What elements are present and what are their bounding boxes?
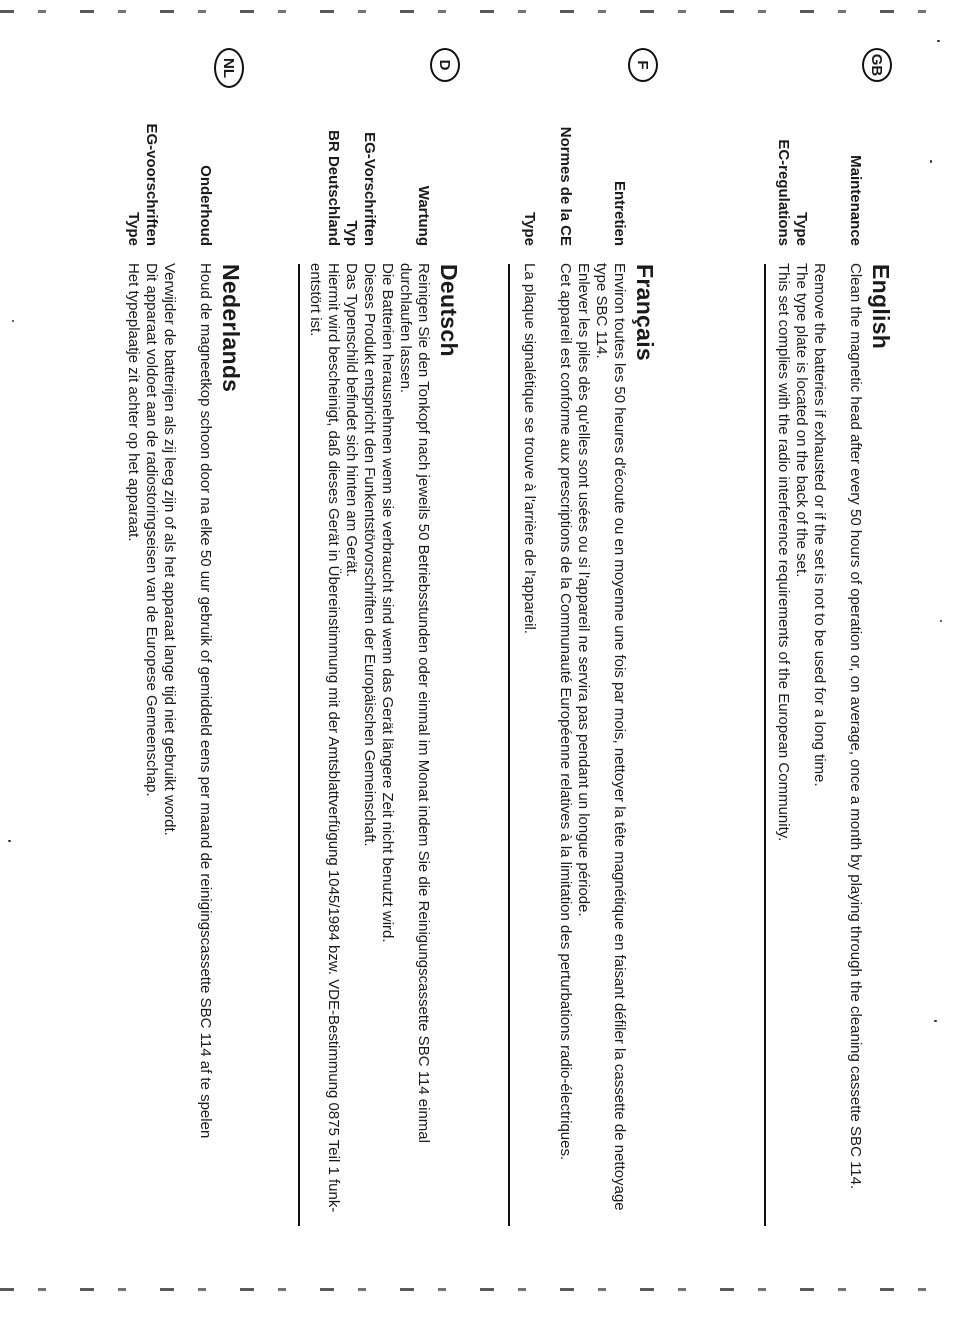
row-label: Type <box>521 212 538 246</box>
row-label: Type <box>793 212 810 246</box>
row-text: Enlever les piles dès qu'elles sont usées ou si l'appareil ne servira pas pendant un longue période. <box>575 263 592 917</box>
language-badge-gb: GB <box>862 48 892 82</box>
section-title: Français <box>632 264 658 362</box>
row-text: Het typeplaatje zit achter op het apparaat. <box>125 263 142 542</box>
section-divider <box>298 264 300 1226</box>
row-label: Entretien <box>611 180 628 246</box>
row-text: Die Batterien herausnehmen wenn sie verbraucht sind wenn das Gerät längere Zeit nicht benutzt wird. <box>379 263 396 943</box>
row-text: Clean the magnetic head after every 50 hours of operation or, on average, once a month by playing through the cleaning cassette SBC 114. <box>847 263 864 1190</box>
row-text: Houd de magneetkop schoon door na elke 50 uur gebruik of gemiddeld eens per maand de reinigingscassette SBC 114 af te spelen <box>197 263 214 1139</box>
section-divider <box>508 264 510 1226</box>
row-text: La plaque signalétique se trouve à l'arrière de l'appareil. <box>521 263 538 634</box>
section-title: English <box>868 264 894 350</box>
language-badge-f: F <box>628 48 658 82</box>
language-badge-d: D <box>430 48 460 82</box>
row-text: Verwijder de batterijen als zij leeg zijn of als het apparaat lange tijd niet gebruikt wordt. <box>161 263 178 836</box>
row-label: Wartung <box>415 185 432 246</box>
row-label: Maintenance <box>847 155 864 246</box>
row-label: Onderhoud <box>197 165 214 246</box>
row-text: Cet appareil est conforme aux prescriptions de la Communauté Européenne relatives à la limitation des perturbations radio-électriques. <box>557 263 574 1161</box>
row-text: Environ toutes les 50 heures d'écoute ou en moyenne une fois par mois, nettoyer la tête magnétique en faisant défiler la cassette de nettoyage type SBC 114. <box>593 263 628 1211</box>
row-text: Remove the batteries if exhausted or if the set is not to be used for a long time. <box>811 263 828 787</box>
row-label: EG-voorschriften <box>143 123 160 246</box>
row-text: Reinigen Sie den Tonkopf nach jeweils 50 Betriebsstunden oder einmal im Monat indem Sie die Reinigungscassette SBC 114 einmal durchlaufen lassen. <box>397 263 432 1143</box>
row-text: Dit apparaat voldoet aan de radiostoringseisen van de Europese Gemeenschap. <box>143 263 160 797</box>
row-label: BR Deutschland <box>325 130 342 246</box>
row-label: Normes de la CE <box>557 126 574 246</box>
section-divider <box>764 264 766 1226</box>
row-label: EG-Vorschriften <box>361 132 378 246</box>
row-label: Type <box>125 212 142 246</box>
row-text: Das Typenschild befindet sich hinten am Gerät. <box>343 263 360 578</box>
language-badge-nl: NL <box>214 48 244 88</box>
row-text: This set complies with the radio interference requirements of the European Community. <box>775 263 792 842</box>
row-label: Typ <box>343 220 360 246</box>
row-text: The type plate is located on the back of the set. <box>793 263 810 578</box>
row-label: EC-regulations <box>775 139 792 246</box>
section-title: Deutsch <box>436 264 462 357</box>
row-text: Hiermit wird bescheinigt, daß dieses Gerät in Übereinstimmung mit der Amtsblattverfügung 1045/1984 bzw. VDE-Bestimmung 0875 Teil 1 funk-entstört ist. <box>307 263 342 1213</box>
row-text: Dieses Produkt entspricht den Funkentstörvorschriften der Europäischen Gemeinschaft. <box>361 263 378 847</box>
section-title: Nederlands <box>218 264 244 393</box>
